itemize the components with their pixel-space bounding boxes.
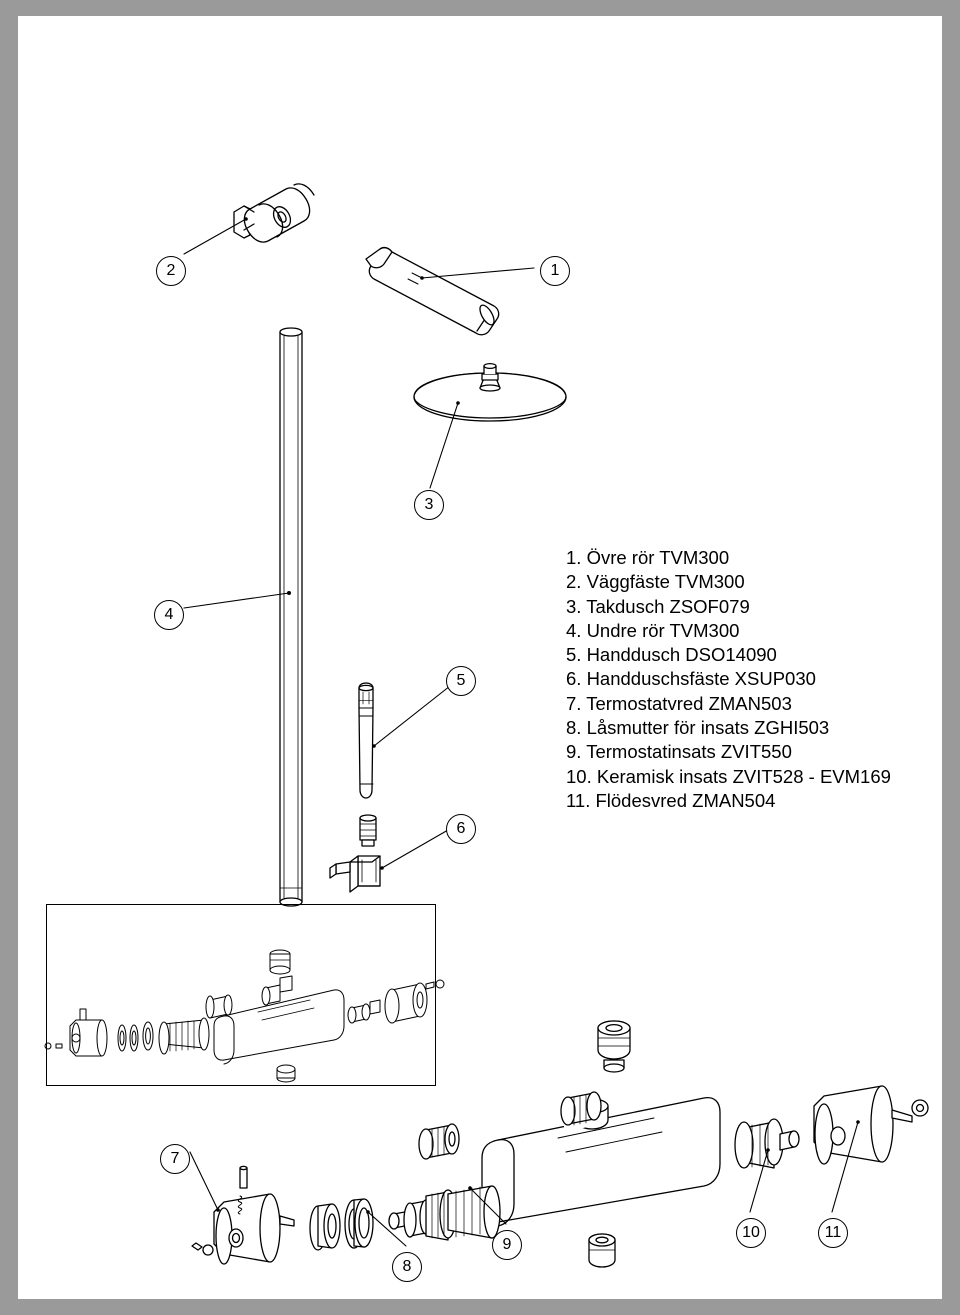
parts-list-item: 7. Termostatvred ZMAN503	[566, 692, 792, 714]
parts-list-item: 8. Låsmutter för insats ZGHI503	[566, 717, 830, 739]
parts-list-item: 2. Väggfäste TVM300	[566, 571, 745, 593]
parts-list-item: 5. Handdusch DSO14090	[566, 644, 777, 666]
parts-list-item: 10. Keramisk insats ZVIT528 - EVM169	[566, 765, 891, 787]
parts-list-item: 1. Övre rör TVM300	[566, 547, 730, 568]
part-upper-pipe	[366, 248, 499, 335]
callout-9: 9	[492, 1230, 522, 1260]
part-flow-handle	[814, 1086, 928, 1164]
diagram-page	[18, 16, 942, 1299]
part-hand-shower-holder	[330, 815, 380, 892]
callout-2: 2	[156, 256, 186, 286]
callout-5: 5	[446, 666, 476, 696]
parts-list-item: 11. Flödesvred ZMAN504	[566, 789, 776, 811]
inset-detail-box	[46, 904, 436, 1086]
parts-list-item: 9. Termostatinsats ZVIT550	[566, 741, 792, 763]
part-ceramic-insert	[735, 1119, 799, 1168]
parts-list-item: 6. Handduschsfäste XSUP030	[566, 668, 816, 690]
parts-list	[566, 546, 926, 813]
callout-10: 10	[736, 1218, 766, 1248]
parts-list-item: 4. Undre rör TVM300	[566, 619, 740, 641]
part-ceiling-shower	[414, 364, 566, 421]
callout-3: 3	[414, 490, 444, 520]
part-thermostat-cartridge	[389, 1186, 500, 1240]
callout-11: 11	[818, 1218, 848, 1248]
part-lock-nut	[310, 1199, 373, 1250]
part-wall-bracket	[234, 184, 314, 242]
part-hand-shower	[359, 683, 373, 798]
callout-8: 8	[392, 1252, 422, 1282]
part-lower-pipe	[280, 328, 302, 906]
callout-6: 6	[446, 814, 476, 844]
part-thermostat-handle	[192, 1194, 294, 1264]
callout-4: 4	[154, 600, 184, 630]
parts-list-item: 3. Takdusch ZSOF079	[566, 595, 750, 617]
callout-1: 1	[540, 256, 570, 286]
callout-7: 7	[160, 1144, 190, 1174]
